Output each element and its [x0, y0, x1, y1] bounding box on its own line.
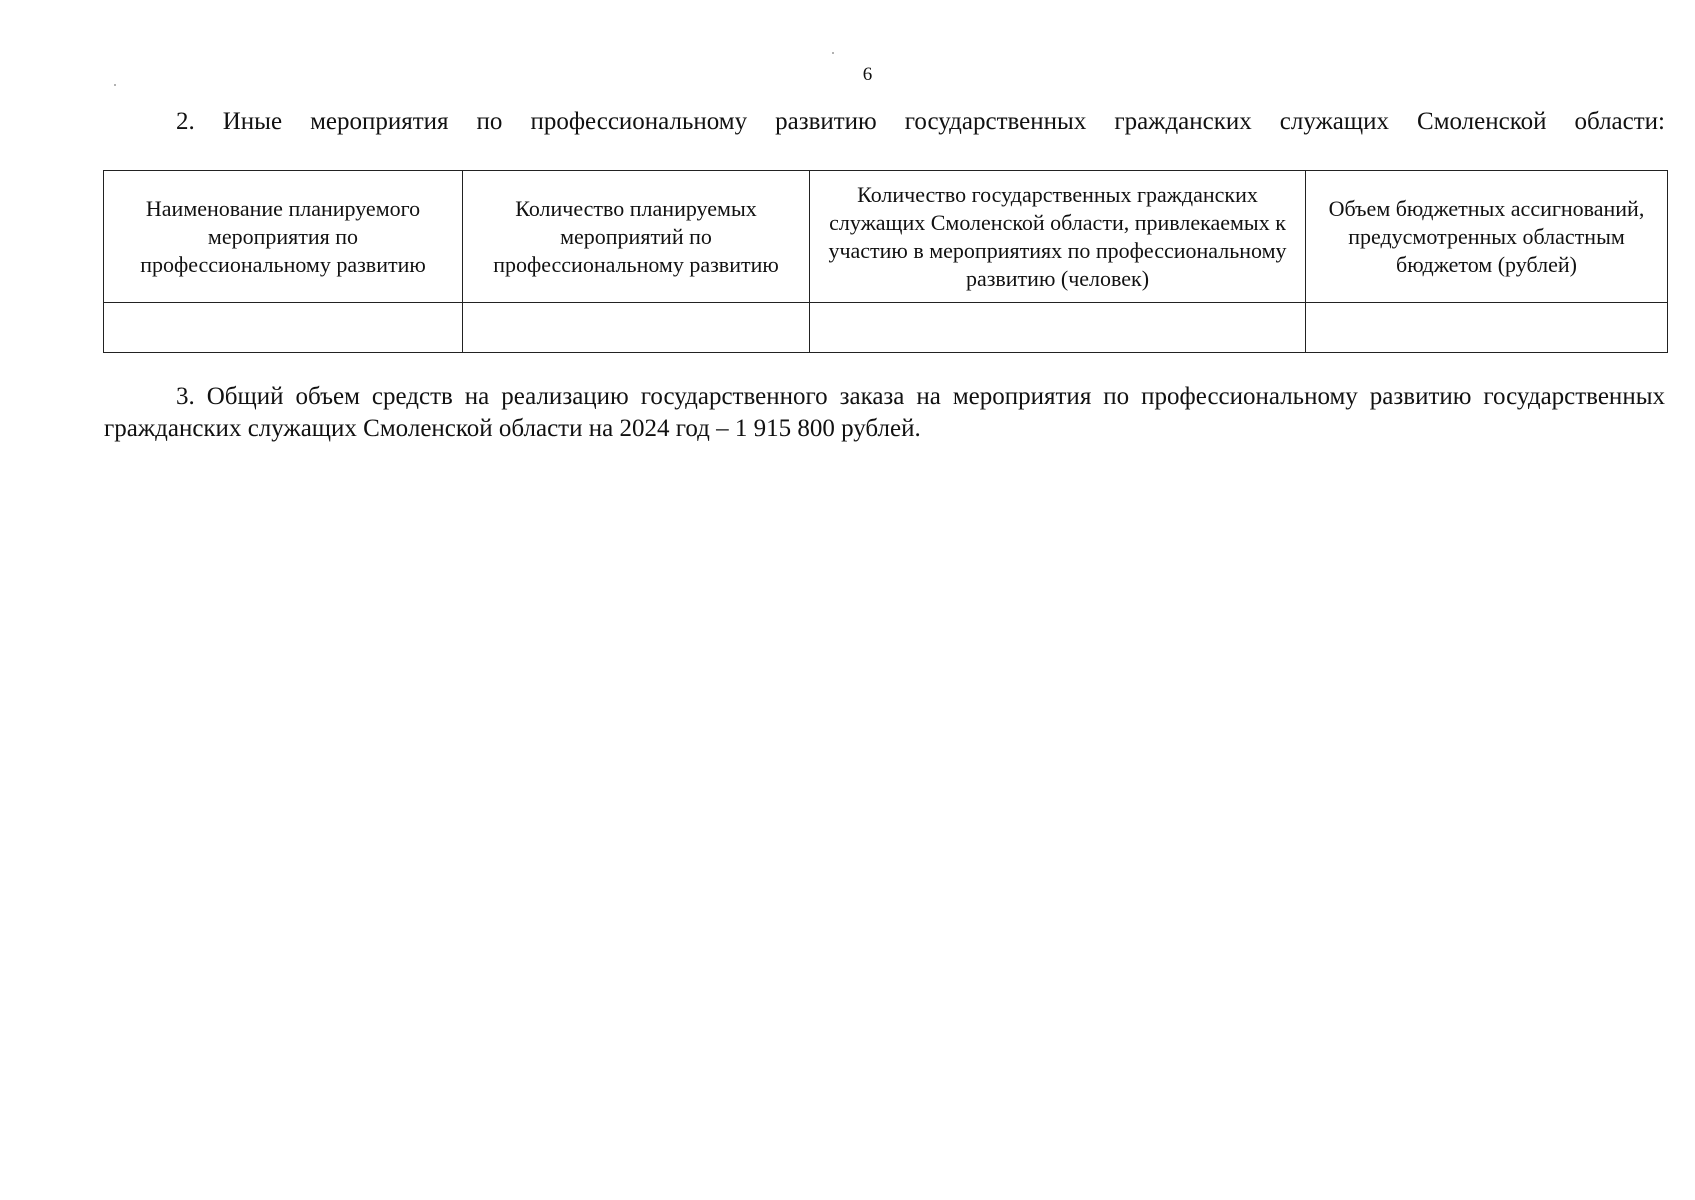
table-cell: [810, 303, 1306, 353]
table-cell: [463, 303, 810, 353]
table-row: [104, 303, 1668, 353]
section-2-text: 2. Иные мероприятия по профессиональному развитию государственных гражданских служащих Смоленской области:: [176, 108, 1665, 135]
table-header-row: [104, 171, 1668, 303]
header-activity-name: Наименование планируемого мероприятия по профессиональному развитию: [104, 171, 463, 303]
activities-table: [103, 170, 1668, 353]
header-employee-count: Количество государственных гражданских служащих Смоленской области, привлекаемых к участию в мероприятиях по профессиональному развитию (человек): [810, 171, 1306, 303]
page-number: 6: [862, 64, 873, 85]
table-cell: [104, 303, 463, 353]
section-3-text: 3. Общий объем средств на реализацию государственного заказа на мероприятия по профессиональному развитию государственных гражданских служащих Смоленской области на 2024 год – 1 915 800 рублей.: [104, 383, 1665, 442]
section-3-paragraph: [104, 381, 1665, 445]
table-cell: [1306, 303, 1668, 353]
header-budget-amount: Объем бюджетных ассигнований, предусмотренных областным бюджетом (рублей): [1306, 171, 1668, 303]
scan-speck: [832, 52, 834, 54]
section-2-paragraph: [104, 106, 1665, 138]
header-activity-count: Количество планируемых мероприятий по профессиональному развитию: [463, 171, 810, 303]
